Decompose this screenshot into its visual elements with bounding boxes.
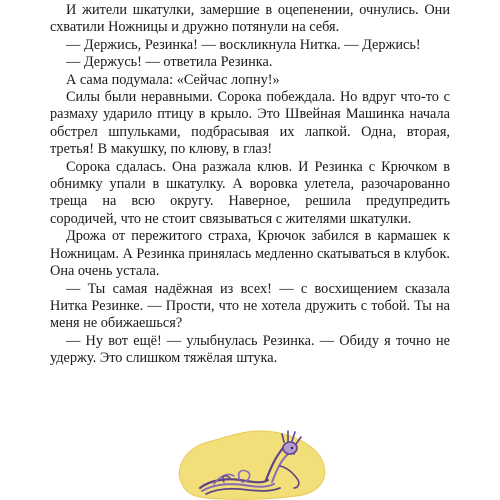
- story-text: [50, 2, 450, 368]
- paragraph: Силы были неравными. Сорока побеждала. Но вдруг что-то с размаху ударило птицу в крыло. Это Швейная Машинка начала обстрел шпульками, подбрасывая их лапкой. Одна, вторая, третья! В макушку, по клюву, в глаз!: [50, 89, 450, 158]
- elastic-band-character-icon: [170, 418, 330, 500]
- paragraph: — Ты самая надёжная из всех! — с восхищением сказала Нитка Резинке. — Прости, что не хотела дружить с тобой. Ты на меня не обижаешься?: [50, 280, 450, 332]
- yellow-blob: [179, 431, 324, 499]
- paragraph: Сорока сдалась. Она разжала клюв. И Резинка с Крючком в обнимку упали в шкатулку. А воровка улетела, разочарованно треща на всю округу. Наверное, решила предупредить сородичей, что не стоит связываться с жителями шкатулки.: [50, 158, 450, 227]
- paragraph: — Ну вот ещё! — улыбнулась Резинка. — Обиду я точно не удержу. Это слишком тяжёлая штука.: [50, 332, 450, 367]
- paragraph: — Держусь! — ответила Резинка.: [66, 54, 273, 71]
- paragraph: Дрожа от пережитого страха, Крючок забился в кармашек к Ножницам. А Резинка принялась медленно скатываться в клубок. Она очень устала.: [50, 228, 450, 280]
- paragraph: — Держись, Резинка! — воскликнула Нитка. — Держись!: [66, 36, 421, 53]
- paragraph: И жители шкатулки, замершие в оцепенении, очнулись. Они схватили Ножницы и дружно потянули на себя.: [50, 2, 450, 36]
- paragraph: А сама подумала: «Сейчас лопну!»: [66, 71, 280, 88]
